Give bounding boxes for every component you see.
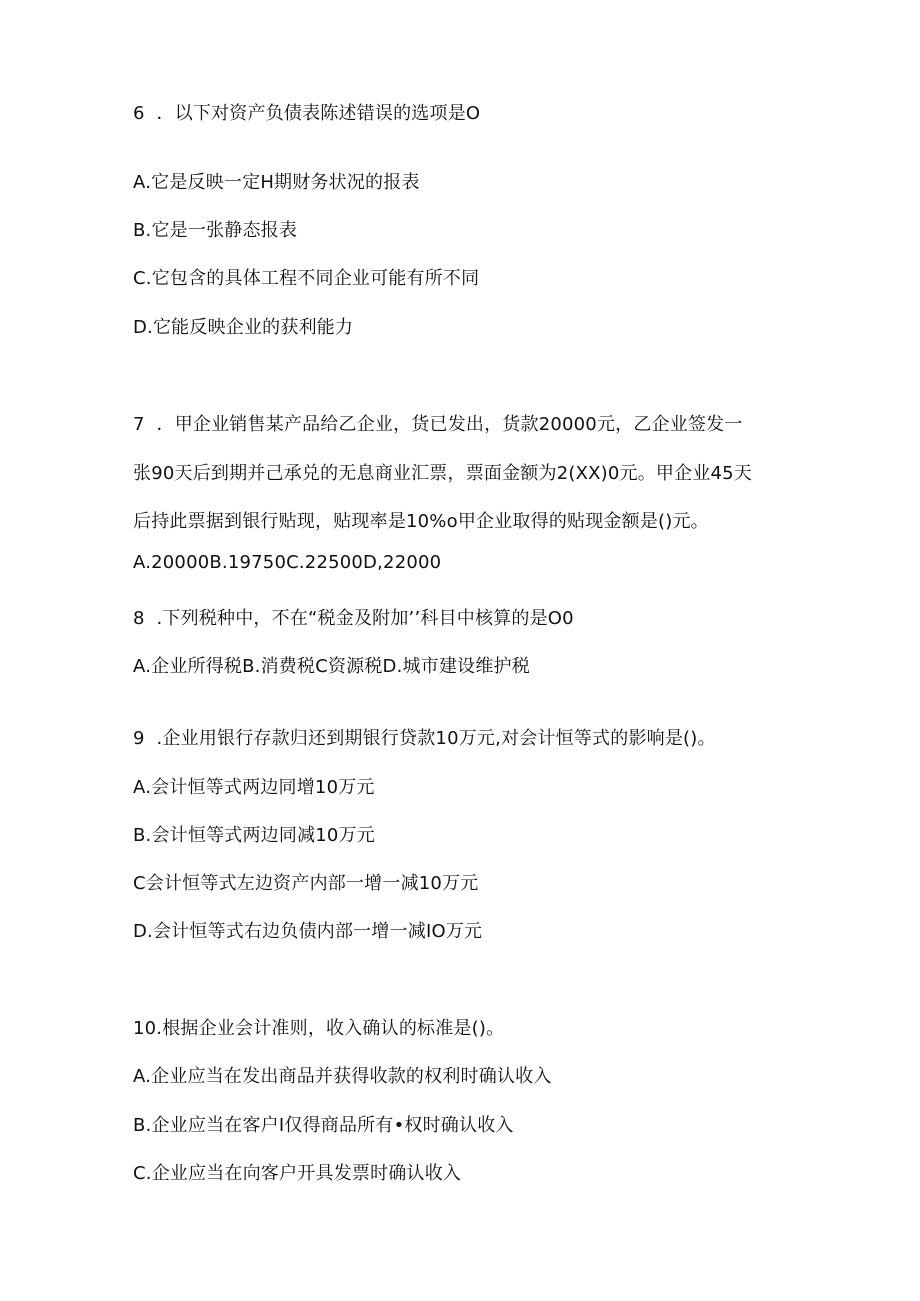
question-8-options: A.企业所得税B.消费税C资源税D.城市建设维护税 [133, 656, 530, 677]
question-7-stem-line-3: 后持此票据到银行贴现，贴现率是10%o甲企业取得的贴现金额是()元。 [133, 511, 709, 532]
question-7-options: A.20000B.19750C.22500D,22000 [133, 552, 442, 573]
question-9-option-a: A.会计恒等式两边同增10万元 [133, 777, 375, 798]
question-9-option-c: C会计恒等式左边资产内部一增一减10万元 [133, 873, 479, 894]
question-9-option-b: B.会计恒等式两边同减10万元 [133, 825, 375, 846]
question-6-option-c: C.它包含的具体工程不同企业可能有所不同 [133, 268, 480, 289]
question-10-stem-line-1: 10.根据企业会计准则，收入确认的标准是()。 [133, 1018, 505, 1039]
question-10-option-b: B.企业应当在客户I仅得商品所有•权时确认收入 [133, 1115, 514, 1136]
question-8-stem-line-1: 8 .下列税种中，不在“税金及附加’’科目中核算的是O0 [133, 608, 574, 629]
question-6-stem-line-1: 6 ．以下对资产负债表陈述错误的选项是O [133, 103, 481, 124]
question-9-stem-line-1: 9 .企业用银行存款归还到期银行贷款10万元,对会计恒等式的影响是()。 [133, 728, 716, 749]
question-7-stem-line-2: 张90天后到期并己承兑的无息商业汇票，票面金额为2(XX)0元。甲企业45天 [133, 463, 753, 484]
question-10-option-a: A.企业应当在发出商品并获得收款的权利时确认收入 [133, 1066, 552, 1087]
question-6-option-d: D.它能反映企业的获利能力 [133, 317, 354, 338]
question-6-option-b: B.它是一张静态报表 [133, 220, 298, 241]
question-7-stem-line-1: 7 ．甲企业销售某产品给乙企业，货已发出，货款20000元，乙企业签发一 [133, 414, 743, 435]
question-6-option-a: A.它是反映一定H期财务状况的报表 [133, 172, 420, 193]
question-9-option-d: D.会计恒等式右边负债内部一增一减IO万元 [133, 921, 483, 942]
question-10-option-c: C.企业应当在向客户开具发票时确认收入 [133, 1163, 462, 1184]
